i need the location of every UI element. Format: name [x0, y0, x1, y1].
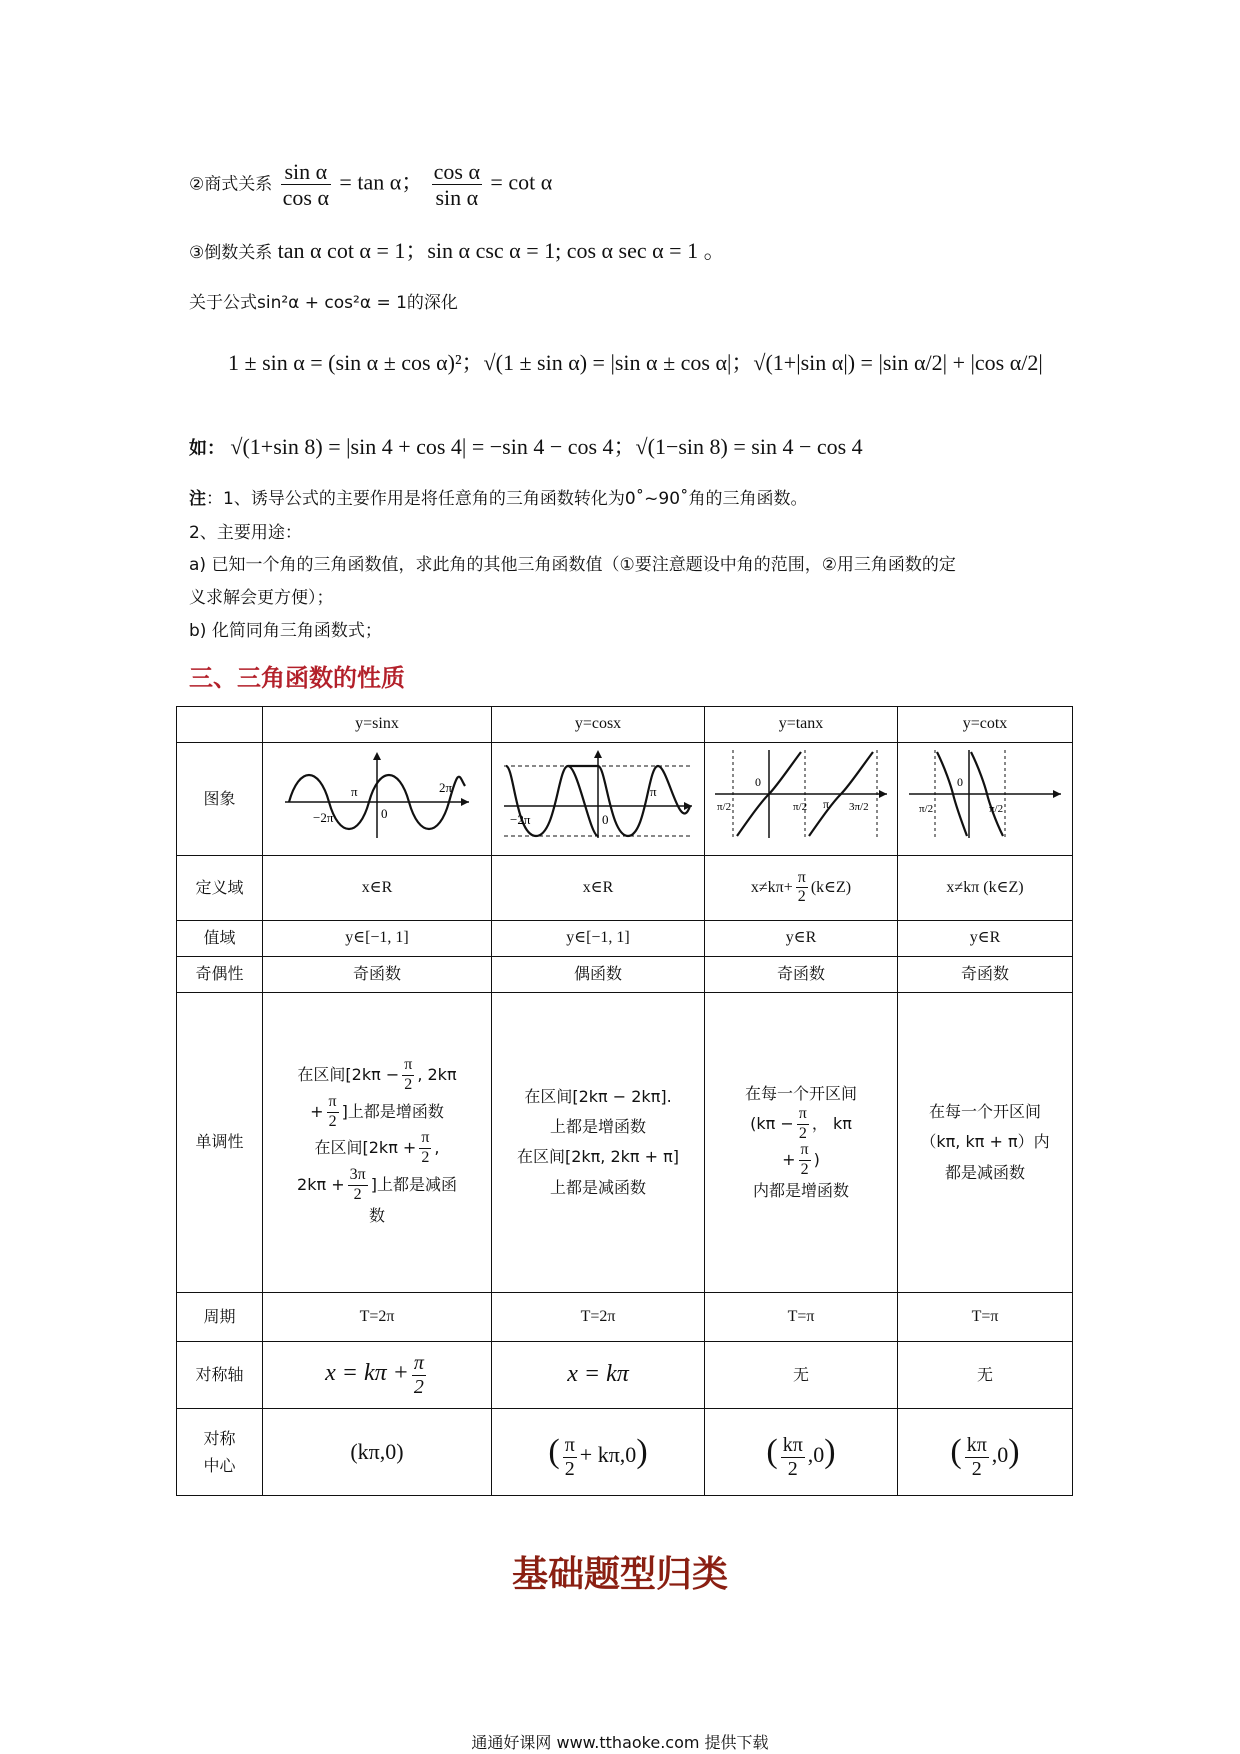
tan-domain-suffix: (k∈Z) [810, 878, 852, 896]
sin-graph-cell [263, 742, 492, 855]
header-sin: y=sinx [263, 707, 492, 743]
sin-domain: x∈R [263, 855, 492, 920]
sin-axis [263, 1341, 492, 1408]
sin-period: T=2π [263, 1293, 492, 1342]
frac-num: kπ [966, 1433, 987, 1456]
frac-num: π [564, 1433, 575, 1456]
pi-over-2 [797, 1106, 809, 1143]
row-label-monotonicity: 单调性 [177, 992, 263, 1292]
frac-num: kπ [782, 1433, 803, 1456]
cot-graph-cell [898, 742, 1073, 855]
sin-mono-line [267, 1057, 487, 1094]
sin-tick-label: 0 [381, 805, 388, 821]
sin-monotonicity [263, 992, 492, 1292]
example-line [189, 430, 863, 461]
frac-num: cos α [433, 159, 480, 184]
cos-parity: 偶函数 [492, 956, 705, 992]
pi-over-2 [796, 870, 808, 907]
note-line-a1: a) 已知一个角的三角函数值，求此角的其他三角函数值（①要注意题设中角的范围，②用三角函数的定 [189, 555, 956, 575]
sin-axis-expr: x = kπ + [325, 1360, 409, 1387]
tan-mono-line: 内都是增函数 [752, 1180, 849, 1200]
frac-num: sin α [281, 160, 331, 185]
note-text-1: ：1、诱导公式的主要作用是将任意角的三角函数转化为0˚~90˚角的三角函数。 [206, 489, 808, 509]
table-row-period [177, 1293, 1073, 1342]
sin-mono-line [267, 1130, 487, 1167]
frac-den: cos α [282, 185, 330, 211]
pi-over-2 [412, 1353, 426, 1398]
sin-tick-label: −2π [313, 809, 334, 825]
example-label: 如： [189, 438, 225, 459]
header-corner [177, 707, 263, 743]
cos-tick-label: −2π [510, 811, 531, 827]
mono-text: 在区间[2kπ + [314, 1138, 417, 1158]
cot-mono-line: 都是减函数 [944, 1162, 1025, 1182]
sin-y-arrow [373, 752, 381, 760]
quotient-prefix: ②商式关系 [189, 174, 273, 195]
reciprocal-expr: tan α cot α = 1；sin α csc α = 1; cos α sec α = 1 。 [277, 238, 726, 263]
frac-num: π [796, 870, 808, 889]
example-expr: √(1+sin 8) = |sin 4 + cos 4| = −sin 4 − cos 4；√(1−sin 8) = sin 4 − cos 4 [230, 434, 863, 459]
frac-den: 2 [800, 1161, 809, 1179]
tan-tick-label: π [823, 796, 830, 811]
note-line-b: b) 化简同角三角函数式； [189, 621, 382, 641]
mono-text: ]上都是减函 [370, 1174, 457, 1194]
frac-den: 2 [413, 1376, 424, 1399]
tan-range: y∈R [705, 920, 898, 956]
cot-range: y∈R [898, 920, 1073, 956]
reciprocal-prefix: ③倒数关系 [189, 243, 273, 263]
frac-den: 2 [971, 1457, 982, 1480]
table-row-graph [177, 742, 1073, 855]
cos-center-suffix: + kπ,0 [579, 1441, 637, 1467]
mono-text: (kπ − [750, 1113, 794, 1133]
frac-num: π [402, 1057, 414, 1076]
frac-den: 2 [798, 1124, 807, 1142]
frac-num: π [419, 1130, 431, 1149]
table-row-monotonicity [177, 992, 1073, 1292]
table-header-row [177, 707, 1073, 743]
tan-mono-line [709, 1106, 893, 1143]
frac-den: sin α [435, 185, 479, 211]
cot-axis: 无 [898, 1341, 1073, 1408]
cos-axis-expr: x = kπ [567, 1360, 629, 1387]
cos-tick-label: 0 [602, 811, 609, 827]
cot-graph [905, 746, 1065, 842]
note-line-2: 2、主要用途： [189, 523, 302, 543]
trig-properties-table [176, 706, 1073, 1496]
sin-tick-label: π [351, 783, 358, 799]
cot-parity: 奇函数 [898, 956, 1073, 992]
table-row-axis [177, 1341, 1073, 1408]
cot-domain: x≠kπ (k∈Z) [898, 855, 1073, 920]
frac-den: 2 [787, 1457, 798, 1480]
tan-parity: 奇函数 [705, 956, 898, 992]
k-pi-over-2 [965, 1435, 989, 1480]
row-label-period: 周期 [177, 1293, 263, 1342]
tan-axis: 无 [705, 1341, 898, 1408]
center-label-2: 中心 [203, 1455, 236, 1475]
footer: 通通好课网 www.tthaoke.com 提供下载 [471, 1733, 769, 1752]
cos-period: T=2π [492, 1293, 705, 1342]
sin-graph [277, 746, 477, 842]
mono-text: , [434, 1138, 440, 1158]
cos-domain: x∈R [492, 855, 705, 920]
cos-tick-label: π [650, 783, 657, 799]
sin-center-expr: (kπ,0) [350, 1438, 404, 1464]
table-row-domain [177, 855, 1073, 920]
frac-den: 2 [421, 1149, 430, 1167]
cos-graph [498, 746, 698, 842]
sin-mono-line: + $\frac{\pi}{2}$ ]上都是增函数 [310, 1092, 444, 1130]
mono-text: ) [813, 1150, 820, 1170]
cot-tick-label: π/2 [919, 802, 934, 815]
note-line-a2: 义求解会更方便）； [189, 588, 334, 608]
header-cos: y=cosx [492, 707, 705, 743]
frac-den: 2 [564, 1457, 575, 1480]
note-line-1 [189, 484, 808, 509]
tan-graph-cell [705, 742, 898, 855]
k-pi-over-2 [781, 1435, 805, 1480]
tan-x-arrow [879, 790, 887, 798]
sin-center [263, 1408, 492, 1495]
quotient-relation [189, 160, 552, 209]
frac-num: π [797, 1106, 809, 1125]
section-title: 三、三角函数的性质 [189, 664, 405, 692]
cot-mono-line: 在每一个开区间 [928, 1101, 1041, 1121]
deepen-formula-line: 1 ± sin α = (sin α ± cos α)²；√(1 ± sin α) = |sin α ± cos α|；√(1+|sin α|) = |sin α/2| + |cos α/2| [228, 350, 1043, 375]
cos-mono-line: 上都是增函数 [549, 1116, 646, 1136]
frac-num: π [327, 1094, 339, 1113]
cot-mono-line: （kπ, kπ + π）内 [920, 1132, 1050, 1152]
three-pi-over-2 [348, 1167, 368, 1204]
cos-graph-cell [492, 742, 705, 855]
frac-num: π [799, 1142, 811, 1161]
cos-mono-line: 在区间[2kπ − 2kπ]. [524, 1086, 672, 1106]
big-title: 基础题型归类 [511, 1553, 728, 1595]
sin-mono-line: 数 [368, 1205, 385, 1225]
mono-text: ]上都是增函数 [341, 1101, 444, 1121]
mono-text: 在区间[2kπ − [297, 1064, 400, 1084]
row-label-graph: 图象 [177, 742, 263, 855]
reciprocal-relation [189, 234, 726, 265]
tan-center: ( $\frac{k\pi}{2}$ ,0) [705, 1408, 898, 1495]
pi-over-2 [327, 1094, 339, 1131]
quotient-result-a: = tan α； [339, 169, 424, 195]
note-label: 注 [189, 489, 206, 509]
cos-axis [492, 1341, 705, 1408]
row-label-domain: 定义域 [177, 855, 263, 920]
tan-monotonicity [705, 992, 898, 1292]
quotient-fraction-a [281, 160, 331, 209]
pi-over-2 [563, 1435, 577, 1480]
quotient-result-b: = cot α [490, 169, 553, 195]
tan-period: T=π [705, 1293, 898, 1342]
cot-center: ( $\frac{k\pi}{2}$ ,0) [898, 1408, 1073, 1495]
frac-den: 2 [797, 888, 806, 906]
row-label-range: 值域 [177, 920, 263, 956]
cos-monotonicity [492, 992, 705, 1292]
row-label-center [177, 1408, 263, 1495]
row-label-parity: 奇偶性 [177, 956, 263, 992]
table-row-range [177, 920, 1073, 956]
header-cot: y=cotx [898, 707, 1073, 743]
frac-num: π [413, 1352, 424, 1375]
tan-tick-label: π/2 [717, 800, 732, 813]
cot-monotonicity [898, 992, 1073, 1292]
deepen-text: 关于公式sin²α + cos²α = 1的深化 [189, 293, 458, 313]
cos-mono-line: 在区间[2kπ, 2kπ + π] [516, 1147, 680, 1167]
cot-x-arrow [1053, 790, 1061, 798]
frac-num: 3π [348, 1167, 368, 1186]
pi-over-2 [402, 1057, 414, 1094]
cos-center: ( $\frac{\pi}{2}$ + kπ,0) [492, 1408, 705, 1495]
tan-tick-label: 3π/2 [849, 800, 869, 813]
sin-x-arrow [461, 798, 469, 806]
sin-tick-label: 2π [439, 779, 453, 795]
tan-tick-label: π/2 [793, 800, 808, 813]
sin-range: y∈[−1, 1] [263, 920, 492, 956]
cot-tick-label: π/2 [989, 802, 1004, 815]
sin-parity: 奇函数 [263, 956, 492, 992]
tan-domain-prefix: x≠kπ+ [750, 878, 793, 896]
cot-center-suffix: ,0 [991, 1441, 1009, 1467]
frac-den: 2 [404, 1075, 413, 1093]
table-row-parity [177, 956, 1073, 992]
cos-y-arrow [594, 750, 602, 758]
tan-center-suffix: ,0 [807, 1441, 825, 1467]
cos-mono-line: 上都是减函数 [549, 1177, 646, 1197]
tan-domain [705, 855, 898, 920]
row-label-axis: 对称轴 [177, 1341, 263, 1408]
header-tan: y=tanx [705, 707, 898, 743]
tan-mono-line: + $\frac{\pi}{2}$ ) [782, 1141, 820, 1179]
tan-mono-line: 在每一个开区间 [744, 1083, 857, 1103]
sin-mono-line [267, 1167, 487, 1204]
quotient-fraction-b [432, 160, 482, 209]
mono-text: , 2kπ [417, 1064, 457, 1084]
frac-den: 2 [353, 1185, 362, 1203]
cos-range: y∈[−1, 1] [492, 920, 705, 956]
table-row-center [177, 1408, 1073, 1495]
pi-over-2 [419, 1130, 431, 1167]
cot-tick-label: 0 [957, 774, 963, 789]
frac-den: 2 [328, 1112, 337, 1130]
mono-text: ， kπ [811, 1113, 852, 1133]
tan-graph [711, 746, 891, 842]
cot-period: T=π [898, 1293, 1073, 1342]
center-label-1: 对称 [203, 1428, 236, 1448]
tan-tick-label: 0 [755, 774, 761, 789]
pi-over-2 [799, 1142, 811, 1179]
mono-text: 2kπ + [297, 1174, 345, 1194]
